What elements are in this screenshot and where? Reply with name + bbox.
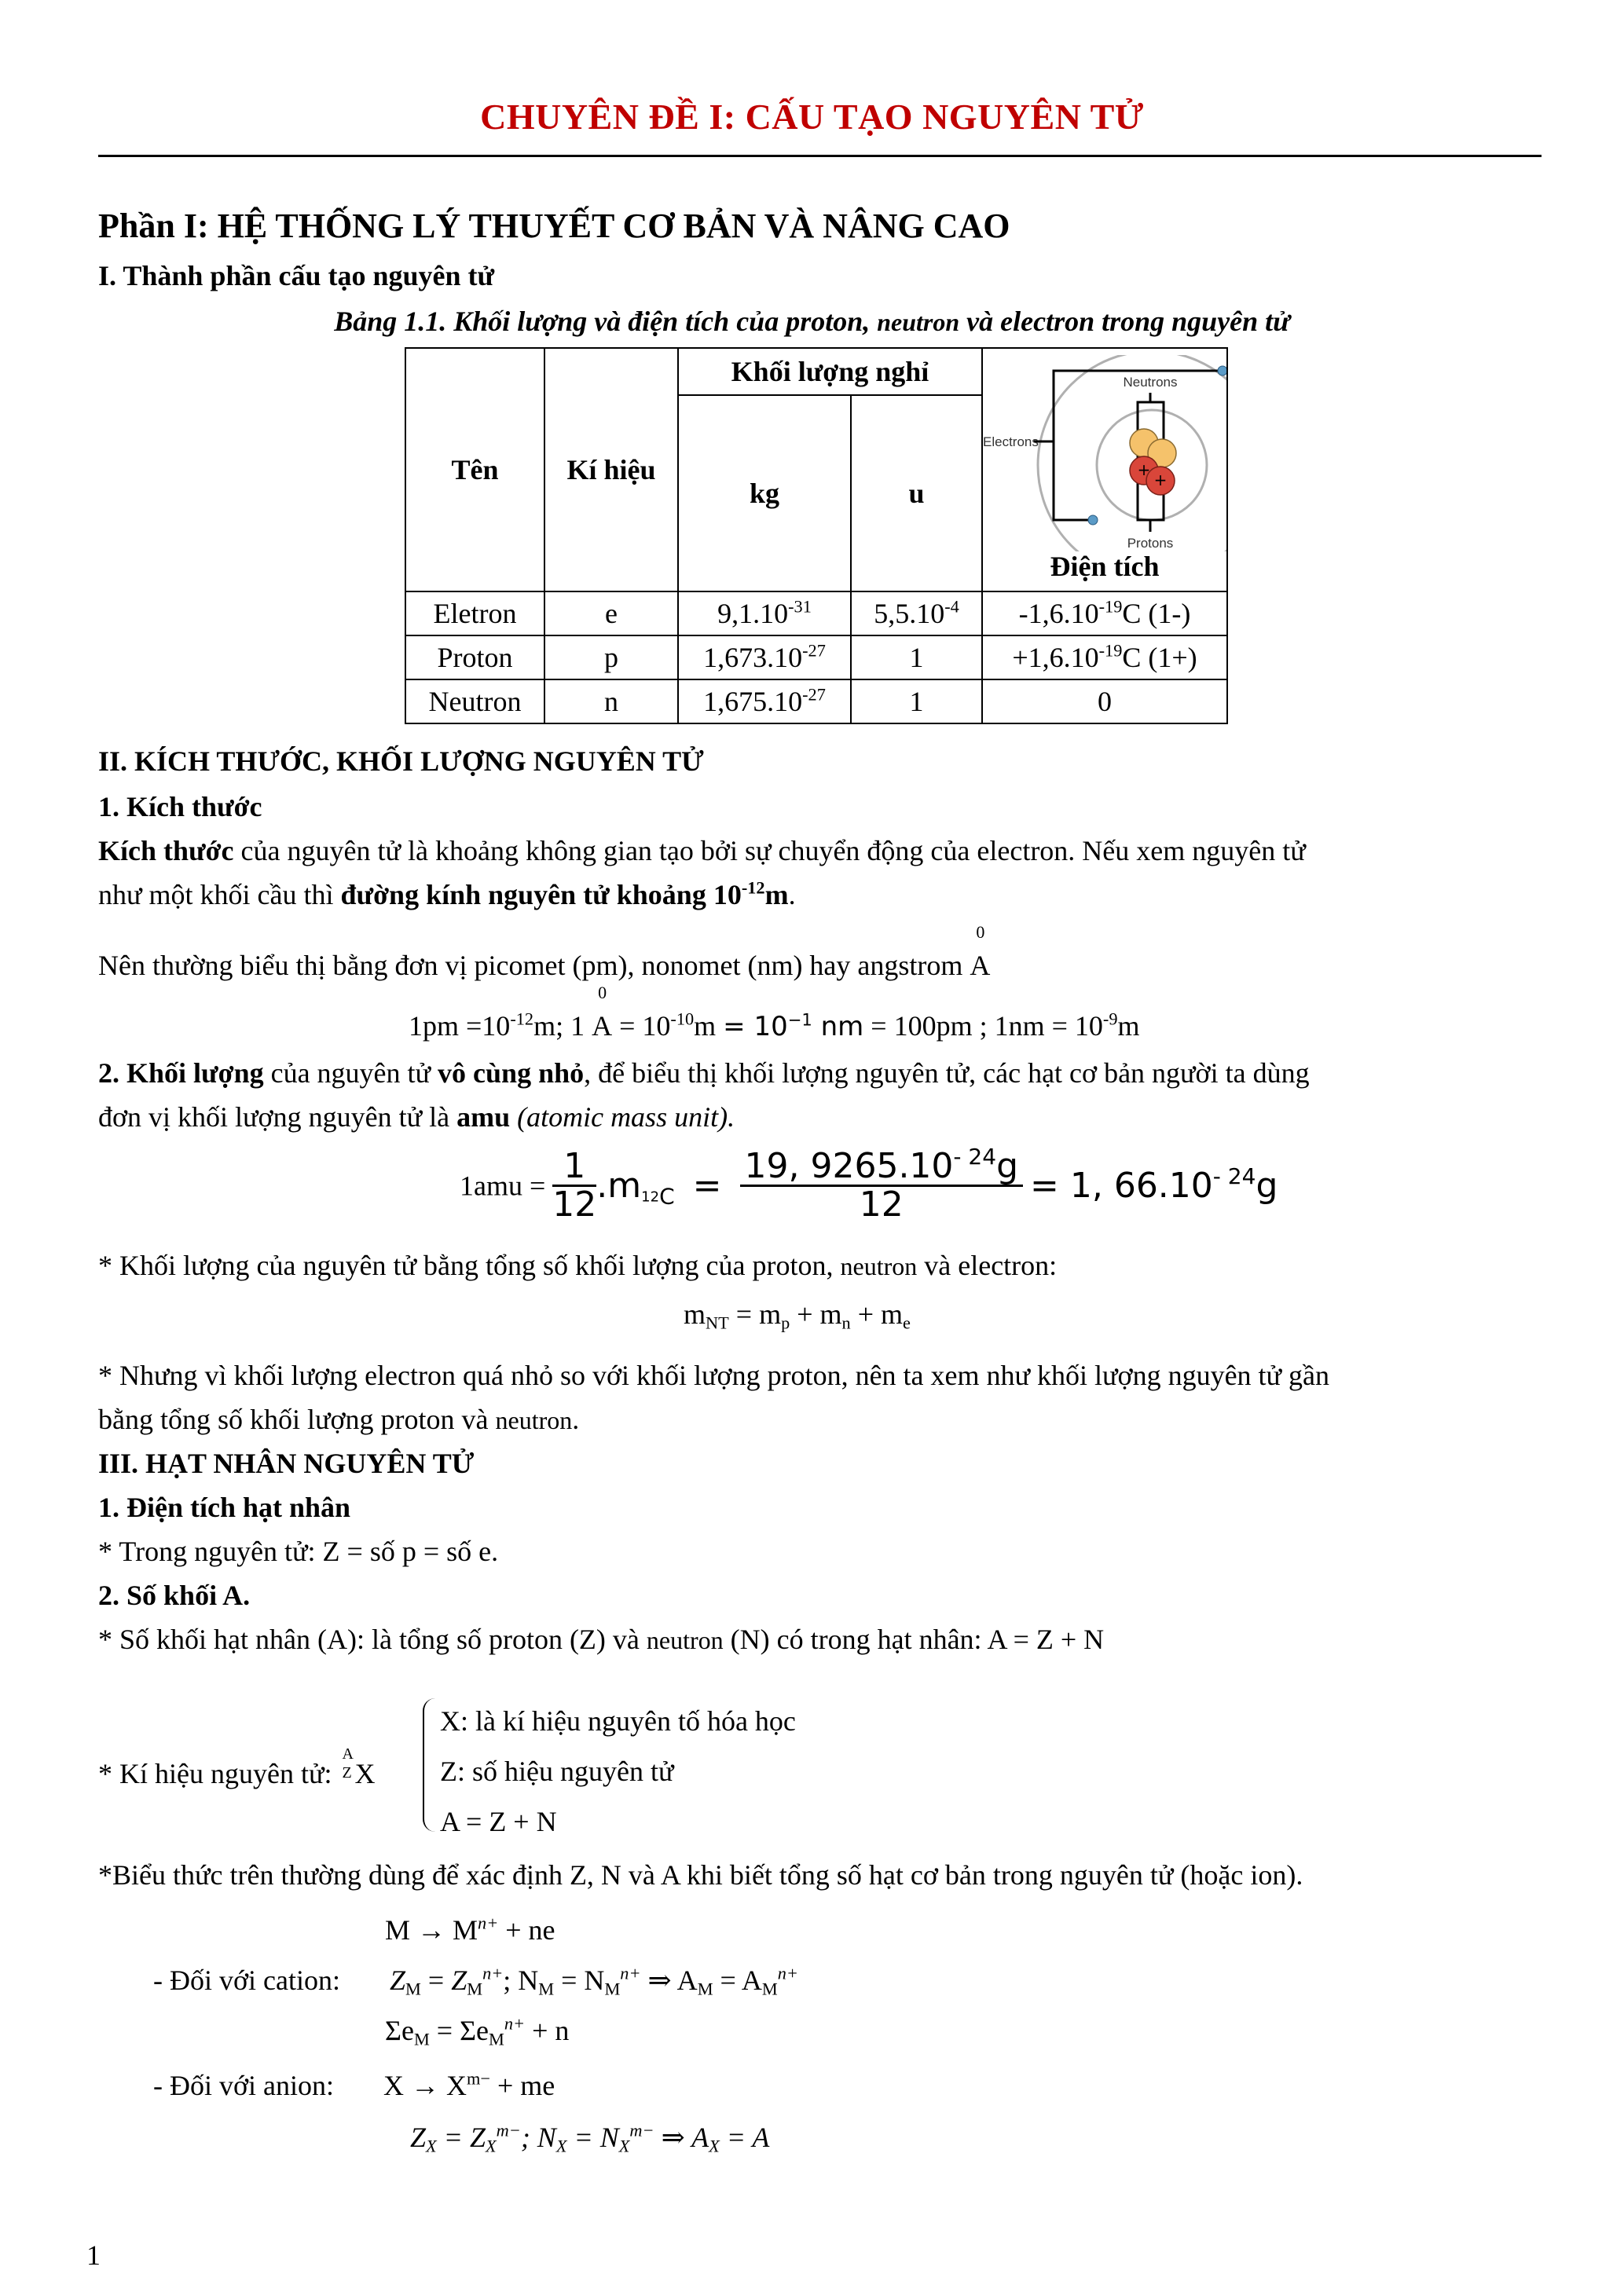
cell-name: Proton [405, 635, 544, 679]
table-row [405, 635, 1227, 679]
document-title: CHUYÊN ĐỀ I: CẤU TẠO NGUYÊN TỬ [480, 97, 1144, 137]
units-equation: $1pm =10^{-12}m$; 1 0 $A = 10^{-10}m = 10^{-1}$ nm = 100pm ; $1nm = 10^{-9}m$ [409, 983, 1140, 1042]
approximation-paragraph-line-2: bằng tổng số khối lượng proton và neutron. [98, 1404, 580, 1435]
anion-equation: $Z_X = Z_X^{m-}$; $N_X = N_X^{m-}$ ⇒ $A_X = A$ [410, 2120, 770, 2156]
cell-charge: $-1,6.10^{-19}C$ (1-) [982, 591, 1227, 635]
neutrons-label: Neutrons [1123, 375, 1178, 390]
atomic-symbol-label: * Kí hiệu nguyên tử: A Z X [98, 1745, 376, 1789]
brace-item: Z: số hiệu nguyên tử [440, 1756, 674, 1787]
mass-paragraph-line-1: 2. Khối lượng của nguyên tử vô cùng nhỏ, để biểu thị khối lượng nguyên tử, các hạt cơ bản người ta dùng [98, 1057, 1310, 1089]
size-paragraph-line-2: như một khối cầu thì đường kính nguyên tử khoảng $10^{-12}m$. [98, 877, 796, 910]
brace-icon [423, 1698, 435, 1832]
cell-name: Eletron [405, 591, 544, 635]
header-charge: Điện tích [1050, 551, 1160, 582]
cell-kg: $1,675.10^{-27}$ [678, 679, 851, 723]
electrons-label: Electrons [983, 434, 1039, 449]
part-heading: Phần I: HỆ THỐNG LÝ THUYẾT CƠ BẢN VÀ NÂNG CAO [98, 207, 1010, 245]
amu-equation: 1amu = $\frac{1}{12}$ $.m_{12C}$ = $\frac{19, 9265.10^{- 24}g}{12}$ = 1, $66.10^{- 24}g$ [460, 1144, 1278, 1225]
electron-particle [1088, 515, 1098, 525]
anion-reaction: $X \to X^{m-}$ + me [383, 2068, 555, 2101]
electron-particle [1218, 366, 1226, 375]
header-kg: kg [678, 395, 851, 591]
anion-label: - Đối với anion: [153, 2070, 335, 2101]
caption-part-a: Bảng 1.1. Khối lượng và điện tích của proton, [334, 306, 878, 337]
table-caption [0, 305, 1624, 338]
units-paragraph: Nên thường biểu thị bằng đơn vị picomet (pm), nonomet (nm) hay angstrom 0 A [98, 922, 991, 981]
header-symbol: Kí hiệu [544, 348, 678, 591]
header-u: u [851, 395, 982, 591]
cell-charge: 0 [982, 679, 1227, 723]
table-row [405, 591, 1227, 635]
cell-u: $5,5.10^{-4}$ [851, 591, 982, 635]
cation-reaction: $M \to M^{n+}$ + ne [385, 1913, 555, 1946]
brace-item: X: là kí hiệu nguyên tố hóa học [440, 1705, 796, 1737]
cell-kg: $1,673.10^{-27}$ [678, 635, 851, 679]
cell-u: 1 [851, 679, 982, 723]
cell-charge: $+1,6.10^{-19}C$ (1+) [982, 635, 1227, 679]
cell-symbol: p [544, 635, 678, 679]
angstrom-symbol: 0 A [592, 983, 613, 1042]
section-1-heading: I. Thành phần cấu tạo nguyên tử [98, 260, 495, 291]
cation-label: - Đối với cation: [153, 1965, 340, 1996]
particle-table [405, 347, 1228, 724]
subsection-charge-heading: 1. Điện tích hạt nhân [98, 1492, 351, 1523]
approximation-paragraph-line-1: * Nhưng vì khối lượng electron quá nhỏ so với khối lượng proton, nên ta xem như khối lượng nguyên tử gần [98, 1360, 1330, 1391]
ion-paragraph: *Biểu thức trên thường dùng để xác định Z, N và A khi biết tổng số hạt cơ bản trong nguyên tử (hoặc ion). [98, 1859, 1303, 1891]
size-paragraph-line-1: Kích thước của nguyên tử là khoảng không gian tạo bởi sự chuyển động của electron. Nếu xem nguyên tử [98, 835, 1306, 866]
mass-number-paragraph: * Số khối hạt nhân (A): là tổng số proton (Z) và neutron (N) có trong hạt nhân: A = Z + N [98, 1624, 1105, 1655]
protons-label: Protons [1127, 536, 1174, 551]
header-charge-cell [982, 348, 1227, 591]
mass-paragraph-line-2: đơn vị khối lượng nguyên tử là amu (atomic mass unit). [98, 1101, 735, 1133]
cell-symbol: n [544, 679, 678, 723]
mass-sum-paragraph: * Khối lượng của nguyên tử bằng tổng số khối lượng của proton, neutron và electron: [98, 1250, 1058, 1281]
angstrom-symbol: 0 A [970, 922, 991, 981]
cell-kg: $9,1.10^{-31}$ [678, 591, 851, 635]
subsection-size-heading: 1. Kích thước [98, 791, 262, 822]
brace-item: A = Z + N [440, 1806, 557, 1837]
header-name: Tên [405, 348, 544, 591]
cell-symbol: e [544, 591, 678, 635]
section-3-heading: III. HẠT NHÂN NGUYÊN TỬ [98, 1448, 475, 1479]
cation-electron-sum: $\Sigma e_M = \Sigma e_M^{n+} + n$ [385, 2013, 570, 2049]
nuclide-indices: A Z [342, 1745, 354, 1782]
section-2-heading: II. KÍCH THƯỚC, KHỐI LƯỢNG NGUYÊN TỬ [98, 745, 704, 777]
mass-sum-equation: $m_{NT} = m_p + m_n + m_e$ [684, 1298, 911, 1333]
subsection-mass-number-heading: 2. Số khối A. [98, 1580, 251, 1611]
title-divider [98, 155, 1542, 157]
caption-part-b: neutron [877, 308, 960, 336]
table-row [405, 679, 1227, 723]
cation-equation: $Z_M = Z_M^{n+}$; $N_M = N_M^{n+}$ ⇒ $A_M = A_M^{n+}$ [390, 1963, 798, 1999]
plus-icon: + [1153, 471, 1168, 489]
plus-icon: + [1137, 460, 1151, 479]
cell-u: 1 [851, 635, 982, 679]
caption-part-c: và electron trong nguyên tử [959, 306, 1290, 337]
header-rest-mass: Khối lượng nghỉ [678, 348, 982, 395]
charge-paragraph: * Trong nguyên tử: Z = số p = số e. [98, 1536, 499, 1567]
fraction-one-twelfth: $\frac{1}{12}$ [552, 1146, 597, 1225]
fraction-carbon-mass: $\frac{19, 9265.10^{- 24}g}{12}$ [740, 1148, 1024, 1223]
page-number: 1 [86, 2239, 101, 2271]
atom-diagram [983, 355, 1226, 551]
cell-name: Neutron [405, 679, 544, 723]
